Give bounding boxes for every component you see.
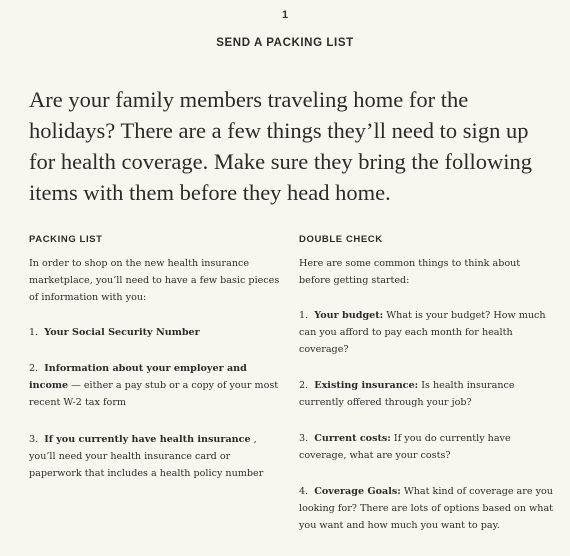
item-title: Coverage Goals: xyxy=(314,486,401,497)
item-number: 3. xyxy=(29,434,39,445)
step-number: 1 xyxy=(281,9,289,21)
item-number: 1. xyxy=(29,327,39,338)
item-number: 4. xyxy=(299,486,309,497)
item-title: Information about your employer and income xyxy=(29,363,247,391)
packing-list-heading: PACKING LIST xyxy=(29,234,103,245)
item-number: 2. xyxy=(29,363,39,374)
item-number: 3. xyxy=(299,433,309,444)
packing-list-item xyxy=(29,360,284,411)
double-check-lead: Here are some common things to think about before getting started: xyxy=(299,258,521,286)
section-title: SEND A PACKING LIST xyxy=(216,37,354,49)
item-title: Your budget: xyxy=(314,310,384,321)
item-title: If you currently have health insurance xyxy=(44,434,251,445)
item-text: Is health insurance currently offered through your job? xyxy=(299,380,515,408)
item-text: What is your budget? How much can you afford to pay each month for health coverage? xyxy=(299,310,546,355)
packing-list-column xyxy=(29,234,284,482)
double-check-item xyxy=(299,307,554,358)
item-number: 2. xyxy=(299,380,309,391)
item-number: 1. xyxy=(299,310,309,321)
double-check-item xyxy=(299,430,554,464)
item-title: Existing insurance: xyxy=(314,380,419,391)
packing-list-item xyxy=(29,324,284,341)
packing-list-item xyxy=(29,431,284,482)
double-check-heading: DOUBLE CHECK xyxy=(299,234,383,245)
item-text: If you do currently have coverage, what are your costs? xyxy=(299,433,511,461)
item-title: Current costs: xyxy=(314,433,391,444)
packing-list-lead: In order to shop on the new health insurance marketplace, you’ll need to have a few basic pieces of information with you: xyxy=(29,258,280,303)
double-check-column xyxy=(299,234,554,534)
item-text: What kind of coverage are you looking for? There are lots of options based on what you want and how much you want to pay. xyxy=(299,486,554,531)
double-check-item xyxy=(299,483,554,534)
double-check-item xyxy=(299,377,554,411)
intro-text: Are your family members traveling home for the holidays? There are a few things they’ll need to sign up for health coverage. Make sure they bring the following items with them before they head home. xyxy=(29,87,532,205)
item-text: , you’ll need your health insurance card or paperwork that includes a health policy number xyxy=(29,434,264,479)
item-title: Your Social Security Number xyxy=(44,327,200,338)
item-text: — either a pay stub or a copy of your most recent W-2 tax form xyxy=(29,380,279,408)
